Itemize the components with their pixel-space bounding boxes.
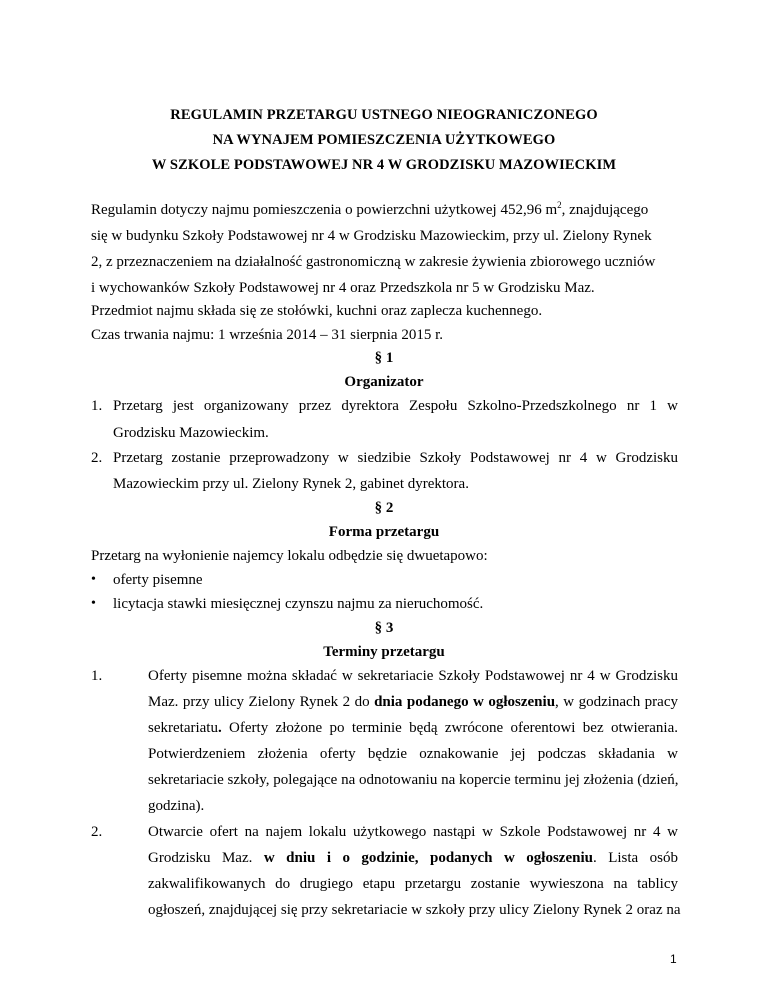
opening-date-bold-text: w dniu i o godzinie, podanych w ogłoszeniu [263, 850, 593, 866]
p1-l3-bold-period: . [217, 720, 222, 736]
section-1-sign: § 1 [374, 350, 394, 366]
bullet-icon: • [91, 596, 96, 611]
p2-l2-text: Grodzisku Maz. [148, 850, 264, 866]
section-3-item-1-line-6: godzina). [148, 798, 205, 814]
section-2-sign: § 2 [374, 500, 394, 516]
area-unit-superscript: 2 [557, 200, 562, 210]
section-2-heading: Forma przetargu [328, 524, 440, 540]
section-3-heading: Terminy przetargu [323, 644, 445, 660]
section-1-item-1-number: 1. [91, 398, 103, 414]
section-2-bullet-2: licytacja stawki miesięcznej czynszu najmu za nieruchomość. [113, 596, 484, 612]
bullet-icon: • [91, 572, 96, 587]
intro-line-4: i wychowanków Szkoły Podstawowej nr 4 oraz Przedszkola nr 5 w Grodzisku Maz. [91, 280, 595, 296]
page-number: 1 [670, 952, 677, 966]
p1-l2-tail: , w godzinach pracy [555, 694, 678, 710]
section-1-heading: Organizator [344, 374, 424, 390]
section-3-item-2-line-1: Otwarcie ofert na najem lokalu użytkowego nastąpi w Szkole Podstawowej nr 4 w [148, 824, 678, 840]
section-2-bullet-1: oferty pisemne [113, 572, 203, 588]
section-3-item-1-line-2 [148, 694, 678, 711]
intro-line-5: Przedmiot najmu składa się ze stołówki, kuchni oraz zaplecza kuchennego. [91, 303, 543, 319]
section-3-sign: § 3 [374, 620, 394, 636]
section-3-item-2-number: 2. [91, 824, 103, 840]
section-3-item-1-line-3 [148, 720, 678, 737]
p2-l2-tail: . Lista osób [592, 850, 678, 866]
p1-l3-tail: Oferty złożone po terminie będą zwrócone oferentowi bez otwierania. [221, 720, 678, 736]
intro-line-1-tail: , znajdującego [561, 202, 649, 218]
p1-l3-text: sekretariatu [148, 720, 218, 736]
section-3-item-2-line-4: ogłoszeń, znajdującej się przy sekretariacie w szkoły przy ulicy Zielony Rynek 2 oraz na [148, 902, 681, 918]
intro-line-3: 2, z przeznaczeniem na działalność gastronomiczną w zakresie żywienia zbiorowego uczniów [91, 254, 656, 270]
section-1-item-2-line-1: Przetarg zostanie przeprowadzony w siedzibie Szkoły Podstawowej nr 4 w Grodzisku [113, 450, 678, 466]
intro-line-6: Czas trwania najmu: 1 września 2014 – 31 sierpnia 2015 r. [91, 327, 444, 343]
p1-l2-text: Maz. przy ulicy Zielony Rynek 2 do [148, 694, 375, 710]
section-3-item-2-line-2 [148, 850, 678, 867]
section-1-item-1-line-1: Przetarg jest organizowany przez dyrektora Zespołu Szkolno-Przedszkolnego nr 1 w [113, 398, 678, 414]
section-2-intro: Przetarg na wyłonienie najemcy lokalu odbędzie się dwuetapowo: [91, 548, 488, 564]
section-3-item-1-line-1: Oferty pisemne można składać w sekretariacie Szkoły Podstawowej nr 4 w Grodzisku [148, 668, 678, 684]
section-3-item-2-line-3: zakwalifikowanych do drugiego etapu przetargu zostanie wywieszona na tablicy [148, 876, 678, 892]
intro-line-2: się w budynku Szkoły Podstawowej nr 4 w Grodzisku Mazowieckim, przy ul. Zielony Rynek [91, 228, 652, 244]
section-3-item-1-line-5: sekretariacie szkoły, polegające na odnotowaniu na kopercie terminu jej złożenia (dzień, [148, 772, 679, 788]
document-title-line-1: REGULAMIN PRZETARGU USTNEGO NIEOGRANICZONEGO [170, 107, 598, 123]
section-1-item-2-line-2: Mazowieckim przy ul. Zielony Rynek 2, gabinet dyrektora. [113, 476, 469, 492]
document-title-line-3: W SZKOLE PODSTAWOWEJ NR 4 W GRODZISKU MAZOWIECKIM [151, 157, 617, 173]
intro-line-1 [91, 202, 648, 219]
deadline-bold-text: dnia podanego w ogłoszeniu [374, 694, 556, 710]
section-1-item-2-number: 2. [91, 450, 103, 466]
section-3-item-1-number: 1. [91, 668, 103, 684]
section-1-item-1-line-2: Grodzisku Mazowieckim. [113, 425, 269, 441]
section-3-item-1-line-4: Potwierdzeniem złożenia oferty będzie oznakowanie jej podczas składania w [148, 746, 678, 762]
document-title-line-2: NA WYNAJEM POMIESZCZENIA UŻYTKOWEGO [212, 132, 556, 148]
intro-line-1-text: Regulamin dotyczy najmu pomieszczenia o powierzchni użytkowej 452,96 m [91, 202, 558, 218]
